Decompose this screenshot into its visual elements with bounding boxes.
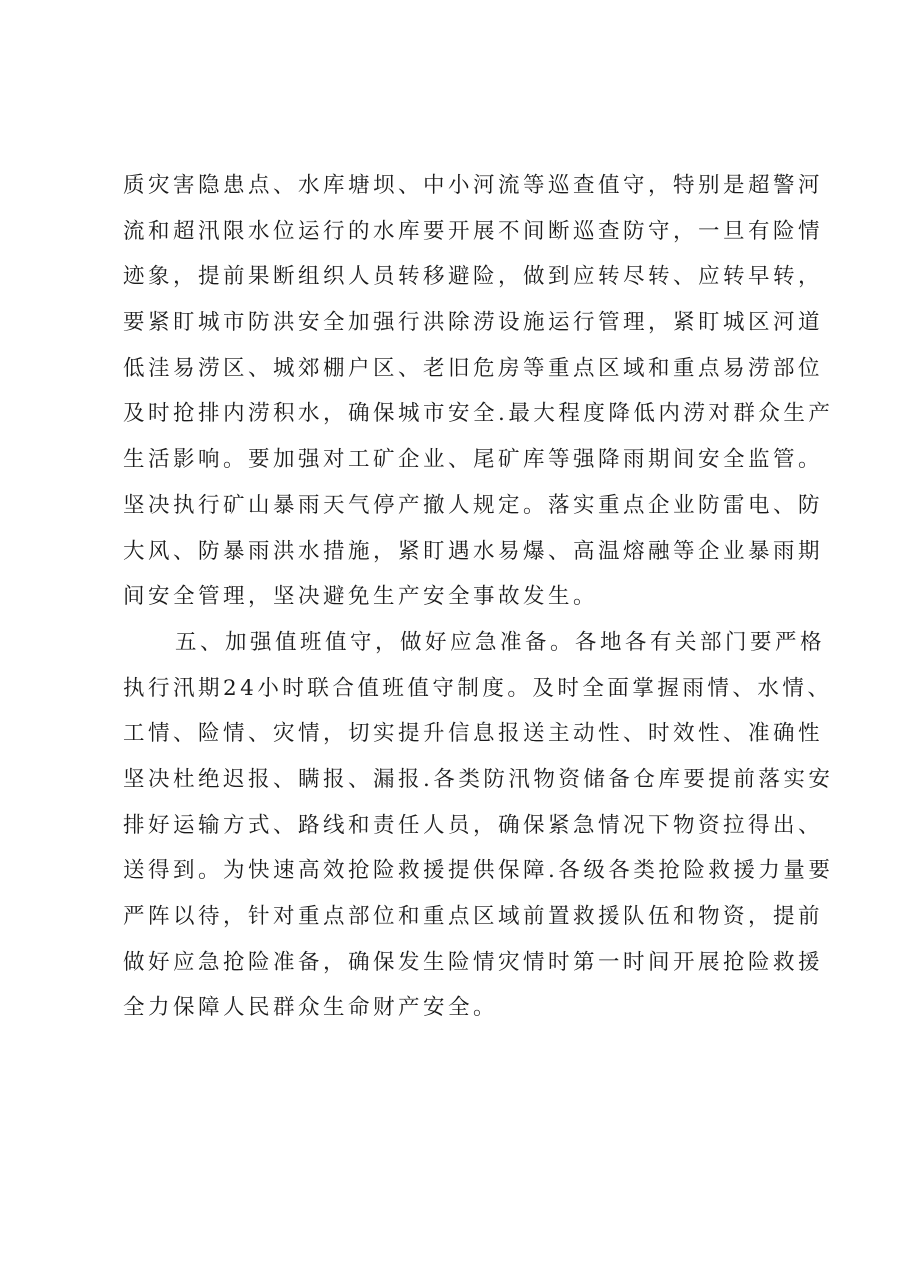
text-line: 工情、险情、灾情，切实提升信息报送主动性、时效性、准确性 xyxy=(123,721,824,747)
text-line: 严阵以待，针对重点部位和重点区域前置救援队伍和物资，提前 xyxy=(123,904,824,929)
document-body xyxy=(123,163,834,1031)
text-line: 坚决杜绝迟报、瞒报、漏报.各类防汛物资储备仓库要提前落实安 xyxy=(123,766,834,792)
text-line: 全力保障人民群众生命财产安全。 xyxy=(123,995,499,1021)
text-line: 质灾害隐患点、水库塘坝、中小河流等巡查值守，特别是超警河 xyxy=(123,173,824,198)
text-line: 坚决执行矿山暴雨天气停产撤人规定。落实重点企业防雷电、防 xyxy=(123,492,824,518)
text-line: 执行汛期24小时联合值班值守制度。及时全面掌握雨情、水情、 xyxy=(123,675,833,701)
text-line: 做好应急抢险准备，确保发生险情灾情时第一时间开展抢险救援 xyxy=(123,949,824,975)
text-line: 迹象，提前果断组织人员转移避险，做到应转尽转、应转早转， xyxy=(123,264,824,290)
text-line: 大风、防暴雨洪水措施，紧盯遇水易爆、高温熔融等企业暴雨期 xyxy=(123,538,824,564)
text-line: 间安全管理，坚决避免生产安全事故发生。 xyxy=(123,584,599,610)
text-line: 及时抢排内涝积水，确保城市安全.最大程度降低内涝对群众生产 xyxy=(123,401,834,427)
text-line: 要紧盯城市防洪安全加强行洪除涝设施运行管理，紧盯城区河道 xyxy=(123,310,824,336)
text-line: 送得到。为快速高效抢险救援提供保障.各级各类抢险救援力量要 xyxy=(123,858,834,884)
text-line: 流和超汛限水位运行的水库要开展不间断巡查防守，一旦有险情 xyxy=(123,218,824,244)
text-line: 生活影响。要加强对工矿企业、尾矿库等强降雨期间安全监管。 xyxy=(123,447,824,473)
text-line: 排好运输方式、路线和责任人员，确保紧急情况下物资拉得出、 xyxy=(123,812,824,838)
paragraph-start-line: 五、加强值班值守，做好应急准备。各地各有关部门要严格 xyxy=(175,629,826,655)
text-line: 低洼易涝区、城郊棚户区、老旧危房等重点区域和重点易涝部位 xyxy=(123,355,824,381)
